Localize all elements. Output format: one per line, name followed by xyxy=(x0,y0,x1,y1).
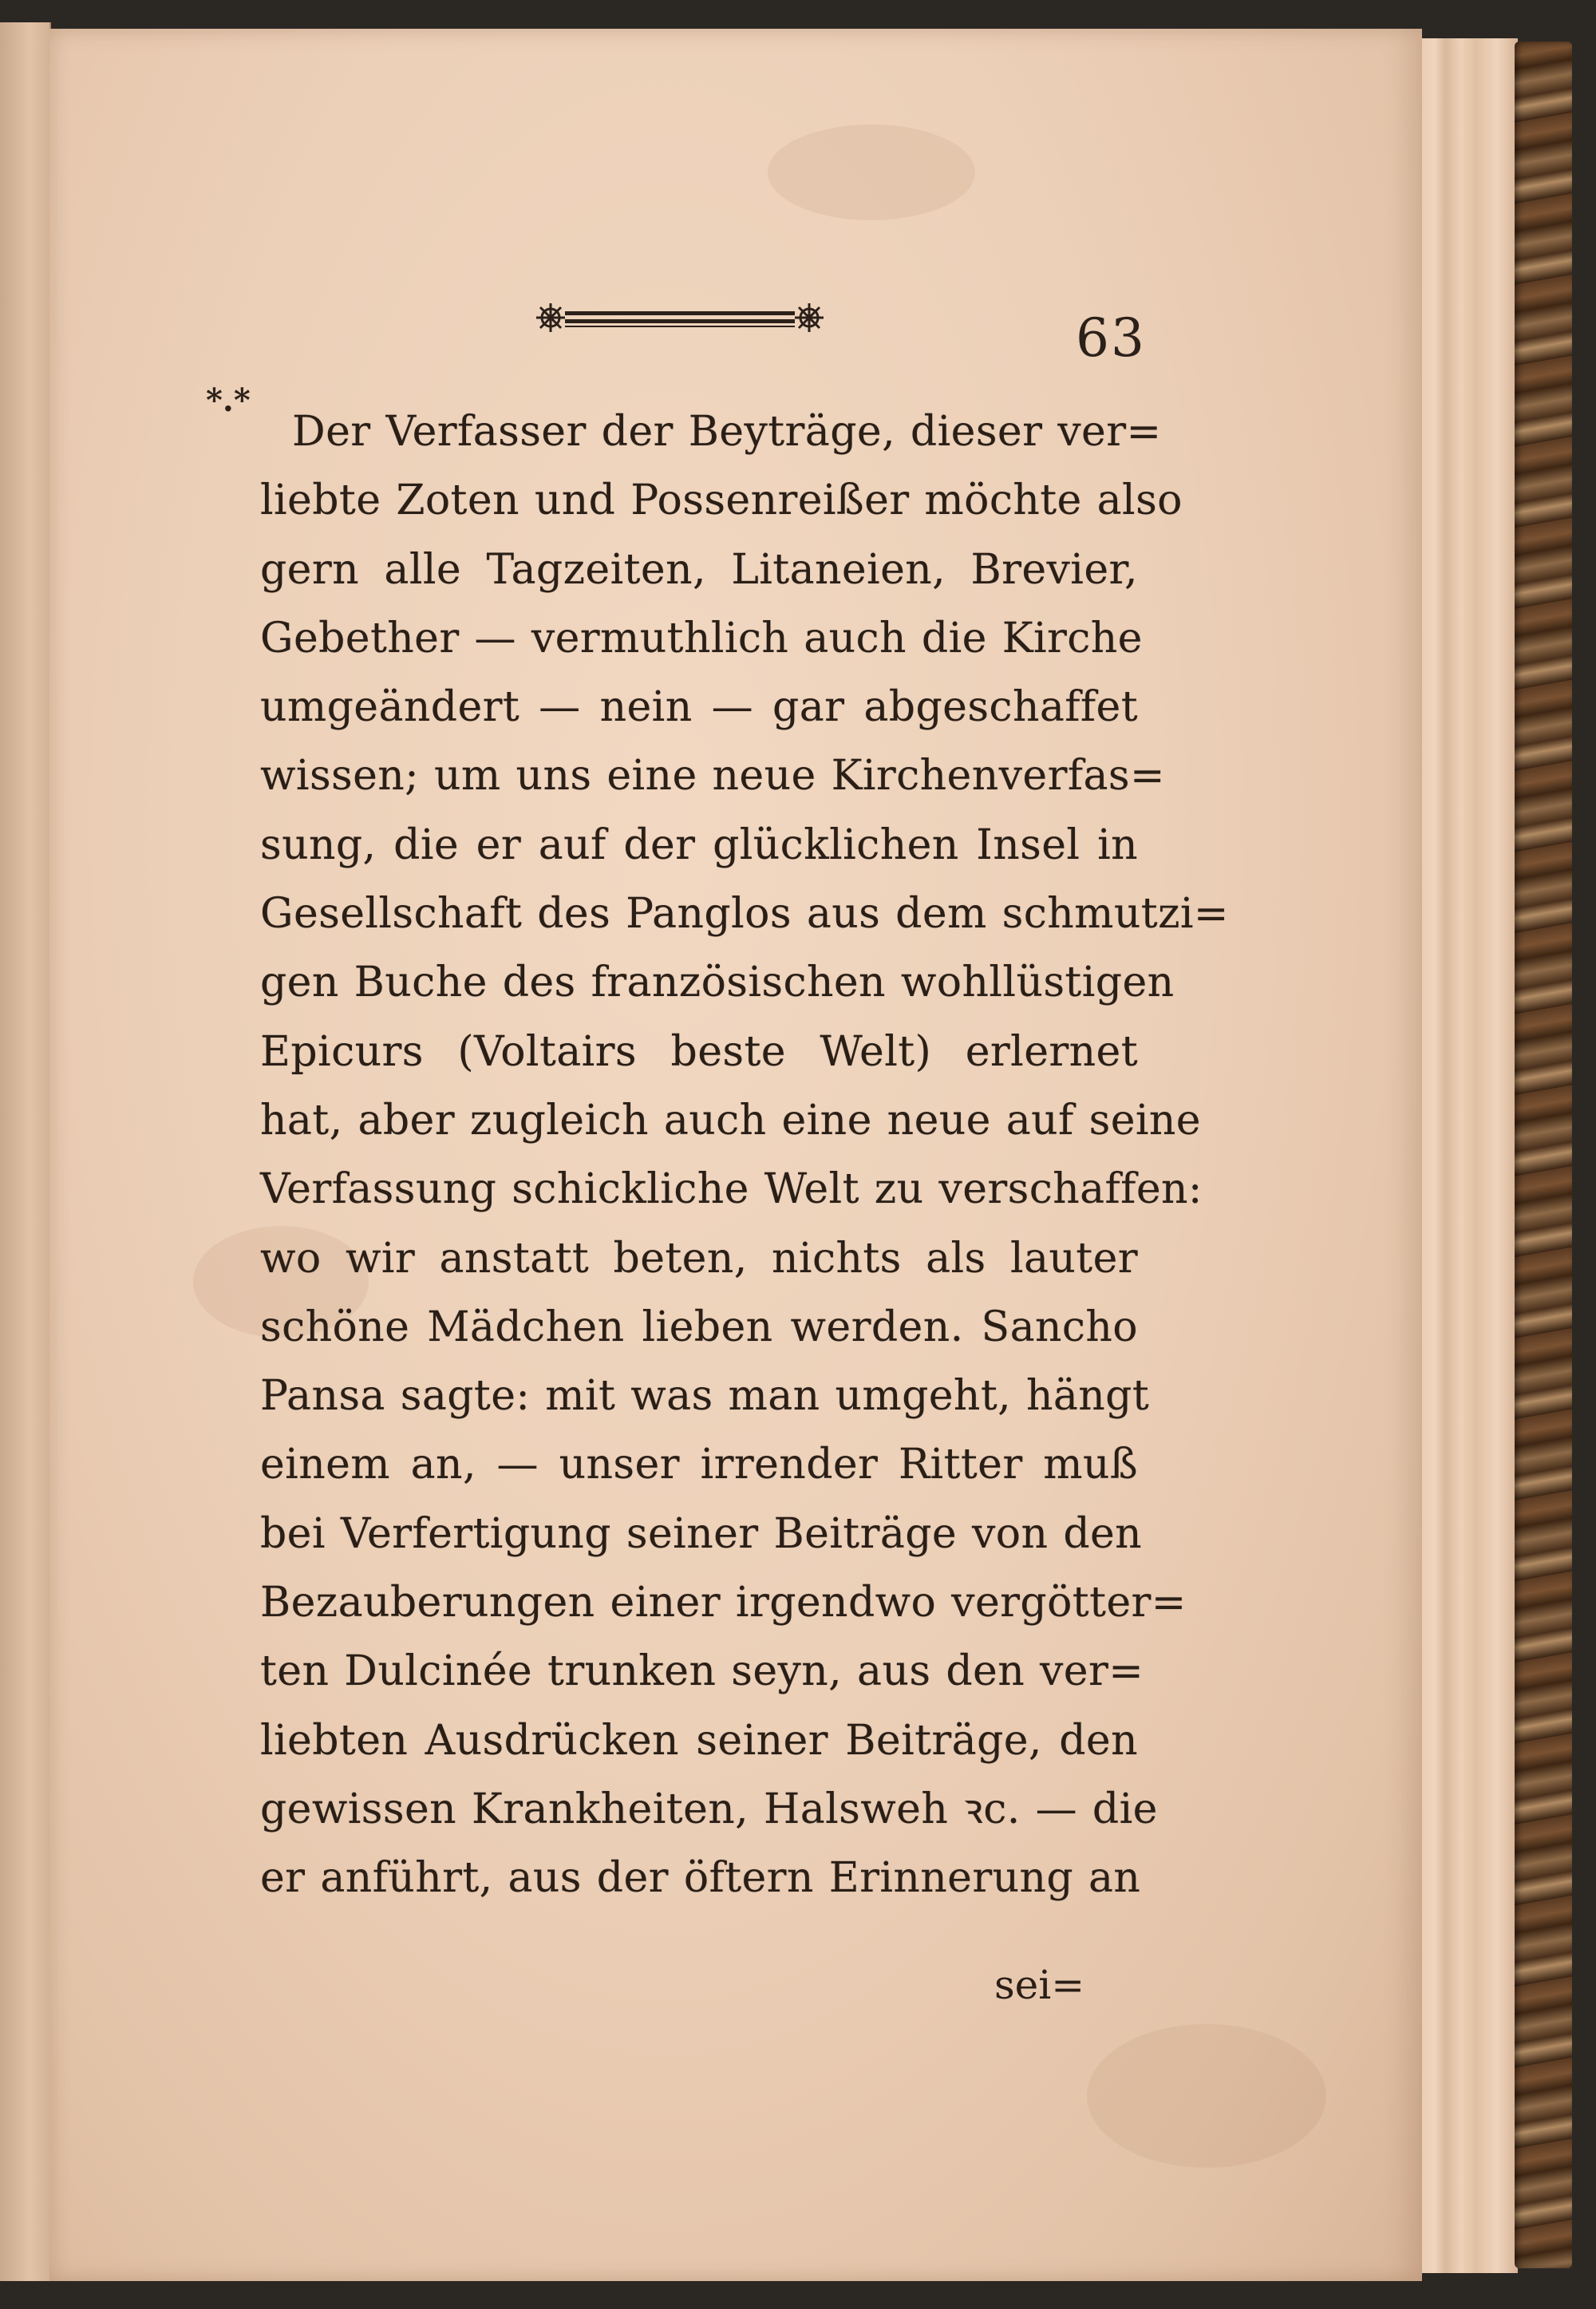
text-line: Bezauberungen einer irgendwo vergötter= xyxy=(260,1579,1187,1627)
text-line: bei Verfertigung seiner Beiträge von den xyxy=(260,1509,1143,1558)
page-number: 63 xyxy=(1076,307,1146,369)
text-line: hat, aber zugleich auch eine neue auf seine xyxy=(260,1096,1201,1145)
text-line: Gesellschaft des Panglos aus dem schmutzi= xyxy=(260,890,1229,939)
marbled-cover-edge xyxy=(1515,42,1572,2268)
paper-stain xyxy=(768,125,975,220)
text-line: Der Verfasser der Beyträge, dieser ver= xyxy=(292,408,1162,456)
text-line: sung, die er auf der glücklichen Insel in xyxy=(260,820,1138,869)
text-line: gen Buche des französischen wohllüstigen xyxy=(260,959,1175,1007)
footnote-marker: *.* xyxy=(206,382,251,419)
text-line: Verfassung schickliche Welt zu verschaffen: xyxy=(260,1165,1203,1214)
text-line: gewissen Krankheiten, Halsweh ꝛc. — die xyxy=(260,1785,1158,1833)
text-line: wissen; um uns eine neue Kirchenverfas= xyxy=(260,752,1165,801)
text-line: einem an, — unser irrender Ritter muß xyxy=(260,1441,1138,1489)
header-ornament-icon xyxy=(533,295,827,340)
body-text xyxy=(260,397,1229,1913)
text-line: umgeändert — nein — gar abgeschaffet xyxy=(260,683,1138,732)
text-line: liebten Ausdrücken seiner Beiträge, den xyxy=(260,1716,1138,1765)
text-line: liebte Zoten und Possenreißer möchte also xyxy=(260,476,1183,525)
text-line: ten Dulcinée trunken seyn, aus den ver= xyxy=(260,1647,1144,1696)
text-line: schöne Mädchen lieben werden. Sancho xyxy=(260,1303,1138,1351)
text-line: Gebether — vermuthlich auch die Kirche xyxy=(260,614,1143,662)
text-line: Pansa sagte: mit was man umgeht, hängt xyxy=(260,1372,1150,1421)
text-line: Epicurs (Voltairs beste Welt) erlernet xyxy=(260,1027,1138,1076)
previous-page-edge xyxy=(0,22,51,2281)
paper-stain xyxy=(1087,2024,1326,2168)
text-line: wo wir anstatt beten, nichts als lauter xyxy=(260,1234,1138,1283)
text-line: gern alle Tagzeiten, Litaneien, Brevier, xyxy=(260,545,1138,594)
catchword: sei= xyxy=(994,1962,1085,2008)
text-line: er anführt, aus der öftern Erinnerung an xyxy=(260,1854,1141,1903)
page-stack-edges xyxy=(1412,38,1518,2273)
